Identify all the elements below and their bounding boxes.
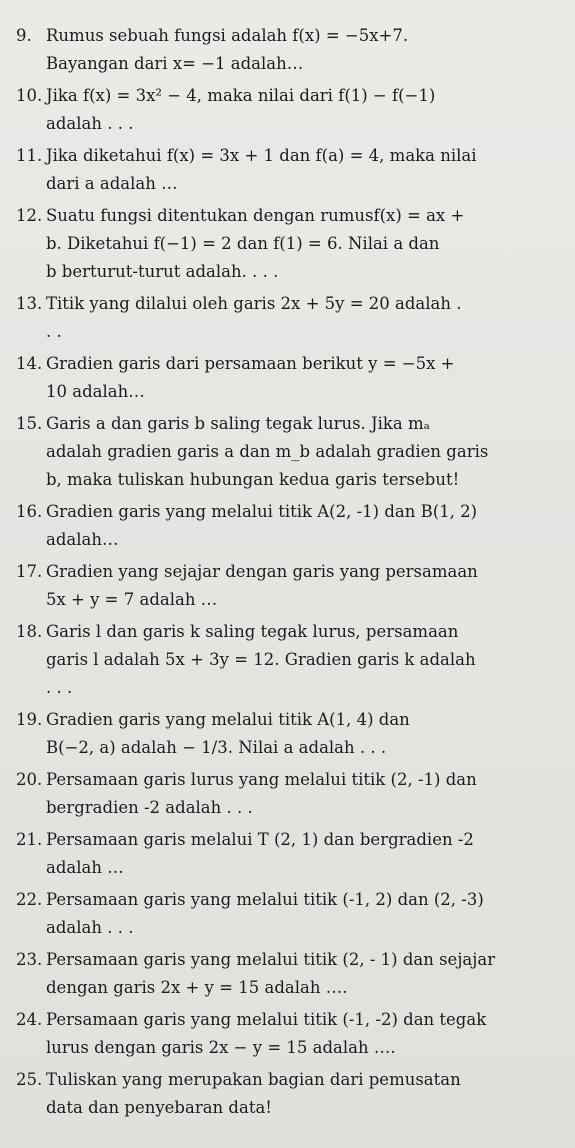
question-item	[16, 1006, 555, 1062]
question-text	[46, 1066, 555, 1122]
question-text	[46, 350, 555, 406]
question-line: Gradien garis yang melalui titik A(1, 4) dan	[46, 710, 410, 729]
question-line: bergradien -2 adalah . . .	[46, 798, 253, 817]
question-line: 10 adalah…	[46, 382, 145, 401]
question-number: 15.	[16, 414, 43, 433]
question-number: 10.	[16, 86, 43, 105]
question-line: Persamaan garis yang melalui titik (2, - 1) dan sejajar	[46, 950, 496, 969]
question-line: . . .	[46, 678, 73, 697]
question-line: Persamaan garis yang melalui titik (-1, 2) dan (2, -3)	[46, 890, 484, 909]
question-line: adalah …	[46, 858, 124, 877]
question-number: 20.	[16, 770, 43, 789]
question-line: garis l adalah 5x + 3y = 12. Gradien garis k adalah	[46, 650, 476, 669]
question-text	[46, 202, 555, 286]
question-line: lurus dengan garis 2x − y = 15 adalah ….	[46, 1038, 396, 1057]
question-line: adalah…	[46, 530, 119, 549]
question-line: Tuliskan yang merupakan bagian dari pemusatan	[46, 1070, 461, 1089]
question-line: data dan penyebaran data!	[46, 1098, 272, 1117]
question-line: Jika diketahui f(x) = 3x + 1 dan f(a) = 4, maka nilai	[46, 146, 477, 165]
question-number: 17.	[16, 562, 43, 581]
question-text	[46, 946, 555, 1002]
question-line: Persamaan garis yang melalui titik (-1, -2) dan tegak	[46, 1010, 487, 1029]
question-line: Gradien garis yang melalui titik A(2, -1) dan B(1, 2)	[46, 502, 478, 521]
question-item	[16, 498, 555, 554]
question-list	[16, 22, 555, 1122]
question-number: 22.	[16, 890, 43, 909]
question-number: 9.	[16, 26, 32, 45]
question-number: 14.	[16, 354, 43, 373]
question-item	[16, 350, 555, 406]
question-item	[16, 410, 555, 494]
question-item	[16, 290, 555, 346]
question-item	[16, 142, 555, 198]
question-text	[46, 498, 555, 554]
question-item	[16, 618, 555, 702]
question-line: . .	[46, 322, 62, 341]
question-number: 25.	[16, 1070, 43, 1089]
question-item	[16, 826, 555, 882]
question-item	[16, 202, 555, 286]
question-line: Jika f(x) = 3x² − 4, maka nilai dari f(1) − f(−1)	[46, 86, 436, 105]
question-number: 23.	[16, 950, 43, 969]
question-line: Gradien garis dari persamaan berikut y = −5x +	[46, 354, 455, 373]
question-text	[46, 618, 555, 702]
question-text	[46, 82, 555, 138]
question-text	[46, 1006, 555, 1062]
question-line: Garis a dan garis b saling tegak lurus. Jika mₐ	[46, 414, 431, 433]
question-line: b, maka tuliskan hubungan kedua garis tersebut!	[46, 470, 460, 489]
question-number: 18.	[16, 622, 43, 641]
question-line: dengan garis 2x + y = 15 adalah ….	[46, 978, 348, 997]
question-line: adalah . . .	[46, 918, 134, 937]
question-item	[16, 706, 555, 762]
question-text	[46, 410, 555, 494]
question-item	[16, 1066, 555, 1122]
question-line: Bayangan dari x= −1 adalah…	[46, 54, 304, 73]
question-item	[16, 558, 555, 614]
question-line: Gradien yang sejajar dengan garis yang persamaan	[46, 562, 478, 581]
question-text	[46, 22, 555, 78]
question-text	[46, 706, 555, 762]
question-line: b berturut-turut adalah. . . .	[46, 262, 279, 281]
question-line: b. Diketahui f(−1) = 2 dan f(1) = 6. Nilai a dan	[46, 234, 440, 253]
question-text	[46, 826, 555, 882]
question-line: Titik yang dilalui oleh garis 2x + 5y = 20 adalah .	[46, 294, 462, 313]
question-number: 16.	[16, 502, 43, 521]
question-line: adalah . . .	[46, 114, 134, 133]
question-text	[46, 142, 555, 198]
question-number: 19.	[16, 710, 43, 729]
question-text	[46, 766, 555, 822]
question-text	[46, 290, 555, 346]
question-line: Persamaan garis lurus yang melalui titik (2, -1) dan	[46, 770, 477, 789]
question-line: Suatu fungsi ditentukan dengan rumusf(x) = ax +	[46, 206, 465, 225]
question-item	[16, 22, 555, 78]
question-number: 11.	[16, 146, 43, 165]
question-number: 12.	[16, 206, 43, 225]
question-text	[46, 558, 555, 614]
question-line: Garis l dan garis k saling tegak lurus, persamaan	[46, 622, 459, 641]
question-item	[16, 946, 555, 1002]
question-item	[16, 886, 555, 942]
question-line: Persamaan garis melalui T (2, 1) dan bergradien -2	[46, 830, 474, 849]
question-number: 13.	[16, 294, 43, 313]
question-line: adalah gradien garis a dan m_b adalah gradien garis	[46, 442, 489, 461]
question-line: 5x + y = 7 adalah …	[46, 590, 218, 609]
question-text	[46, 886, 555, 942]
question-number: 24.	[16, 1010, 43, 1029]
question-item	[16, 82, 555, 138]
question-item	[16, 766, 555, 822]
question-line: Rumus sebuah fungsi adalah f(x) = −5x+7.	[46, 26, 409, 45]
question-number: 21.	[16, 830, 43, 849]
question-line: dari a adalah …	[46, 174, 178, 193]
question-line: B(−2, a) adalah − 1/3. Nilai a adalah . . .	[46, 738, 387, 757]
